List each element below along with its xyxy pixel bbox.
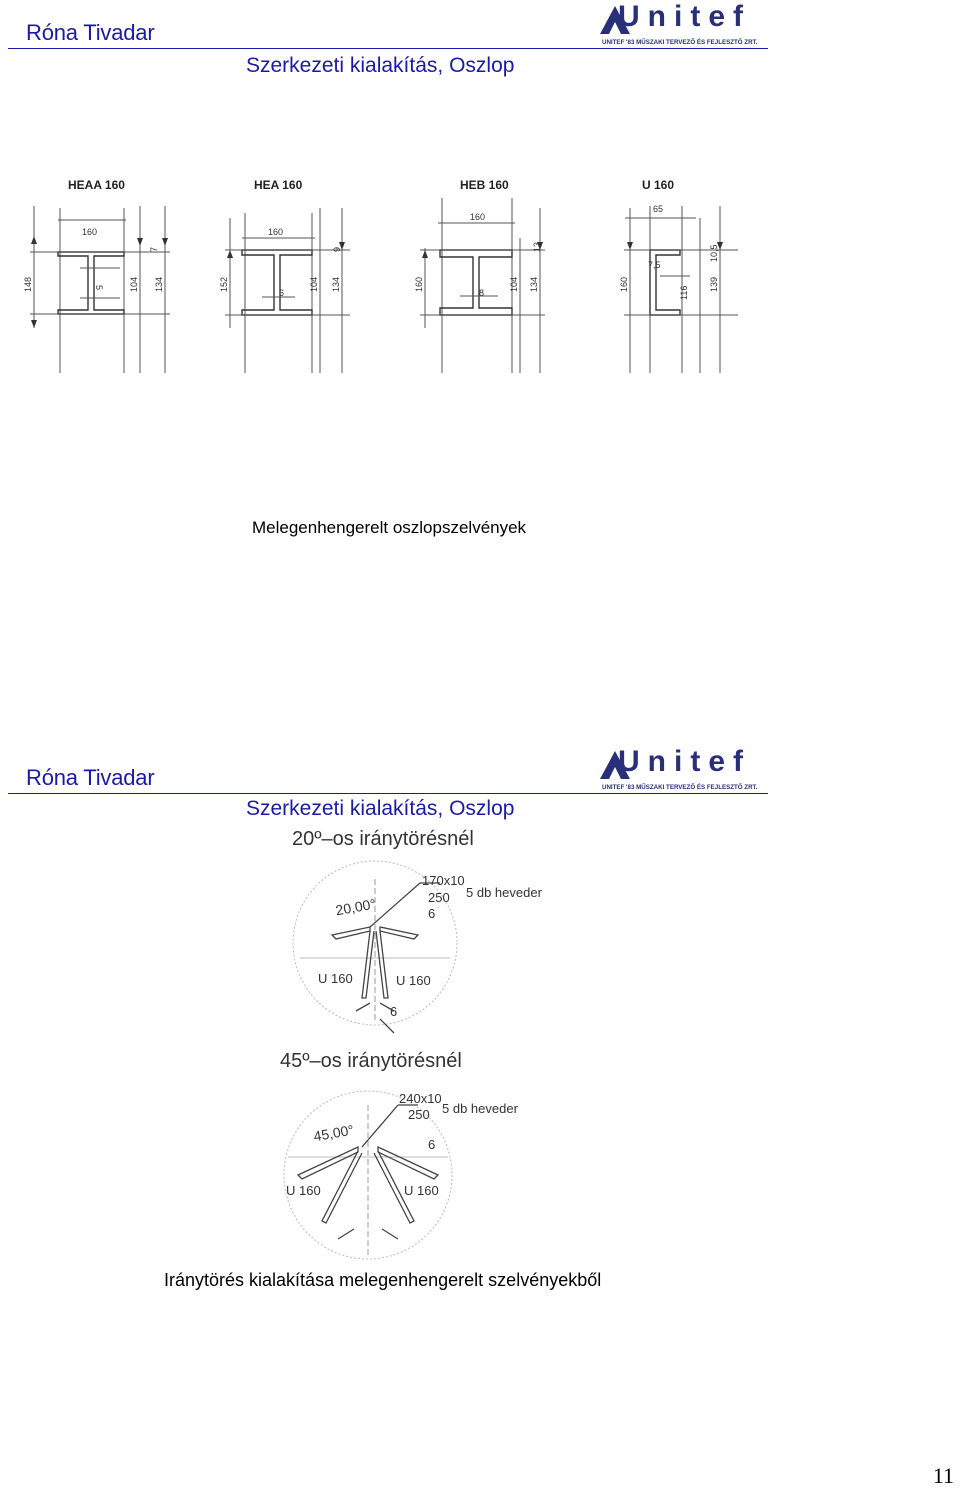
page-number: 11 [932, 1463, 954, 1488]
detail-note: 5 db heveder [466, 885, 542, 900]
figure-caption: Iránytörés kialakítása melegenhengerelt szelvényekből [164, 1270, 602, 1290]
dim-width: 160 [268, 227, 284, 237]
slide-column-profiles [0, 0, 960, 720]
detail-heading: 20º–os iránytörésnél [292, 828, 474, 850]
detail-45-deg [280, 1050, 519, 1263]
detail-right-profile: U 160 [404, 1183, 439, 1198]
dim-flange: 13 [532, 241, 542, 252]
dim-width: 65 [653, 204, 664, 214]
header-rule [8, 793, 768, 794]
profile-name: HEA 160 [254, 178, 303, 192]
profile-name: HEAA 160 [68, 178, 125, 192]
logo-subline: UNITEF '83 MŰSZAKI TERVEZŐ ÉS FEJLESZTŐ ZRT. [602, 784, 758, 791]
detail-angle: 45,00° [312, 1121, 356, 1145]
slide-subtitle: Szerkezeti kialakítás, Oszlop [246, 797, 515, 820]
detail-length: 250 [408, 1107, 430, 1122]
detail-weld-bottom: 6 [390, 1004, 398, 1019]
dim-width: 160 [82, 227, 98, 237]
dim-clear: 134 [154, 276, 164, 292]
author-name: Róna Tivadar [26, 765, 155, 790]
dim-flange: 7 [149, 246, 159, 252]
profile-drawings [20, 168, 740, 383]
detail-left-profile: U 160 [318, 971, 353, 986]
detail-note: 5 db heveder [442, 1101, 518, 1116]
detail-plate: 170x10 [422, 873, 465, 888]
detail-20-deg [292, 828, 543, 1033]
profile-name: HEB 160 [460, 178, 509, 192]
detail-angle: 20,00° [334, 895, 378, 919]
unitef-logo [600, 2, 758, 48]
slide-subtitle: Szerkezeti kialakítás, Oszlop [246, 54, 515, 77]
detail-weld: 6 [428, 906, 436, 921]
logo-subline: UNITEF '83 MŰSZAKI TERVEZŐ ÉS FEJLESZTŐ ZRT. [602, 39, 758, 46]
detail-length: 250 [428, 890, 450, 905]
dim-height: 148 [23, 276, 33, 292]
logo-word: Unitef [618, 745, 751, 778]
dim-web: 6 [279, 288, 285, 298]
unitef-logo [600, 747, 758, 793]
dim-height: 152 [219, 276, 229, 292]
dim-height: 160 [619, 276, 629, 292]
slide-direction-change [0, 745, 960, 1305]
header-rule [8, 48, 768, 49]
dim-clear: 134 [529, 276, 539, 292]
detail-plate: 240x10 [399, 1091, 442, 1106]
detail-left-profile: U 160 [286, 1183, 321, 1198]
profile-heb-160 [420, 198, 545, 373]
dim-inner: 104 [309, 276, 319, 292]
dim-clear: 139 [709, 276, 719, 292]
figure-caption: Melegenhengerelt oszlopszelvények [252, 518, 527, 537]
dim-inner: 116 [679, 285, 689, 300]
dim-inner: 104 [129, 276, 139, 292]
logo-word: Unitef [618, 0, 751, 33]
dim-web: 7,5 [648, 260, 661, 270]
dim-height: 160 [414, 276, 424, 292]
dim-flange: 10,5 [709, 244, 719, 262]
dim-clear: 134 [331, 276, 341, 292]
dim-web: 8 [479, 288, 485, 298]
detail-heading: 45º–os iránytörésnél [280, 1050, 462, 1072]
detail-weld: 6 [428, 1137, 436, 1152]
dim-flange: 9 [332, 246, 342, 252]
dim-web: 5 [94, 285, 104, 291]
direction-change-drawings [270, 823, 570, 1263]
dim-inner: 104 [509, 276, 519, 292]
detail-right-profile: U 160 [396, 973, 431, 988]
author-name: Róna Tivadar [26, 20, 155, 45]
dim-width: 160 [470, 212, 486, 222]
profile-name: U 160 [642, 178, 675, 192]
